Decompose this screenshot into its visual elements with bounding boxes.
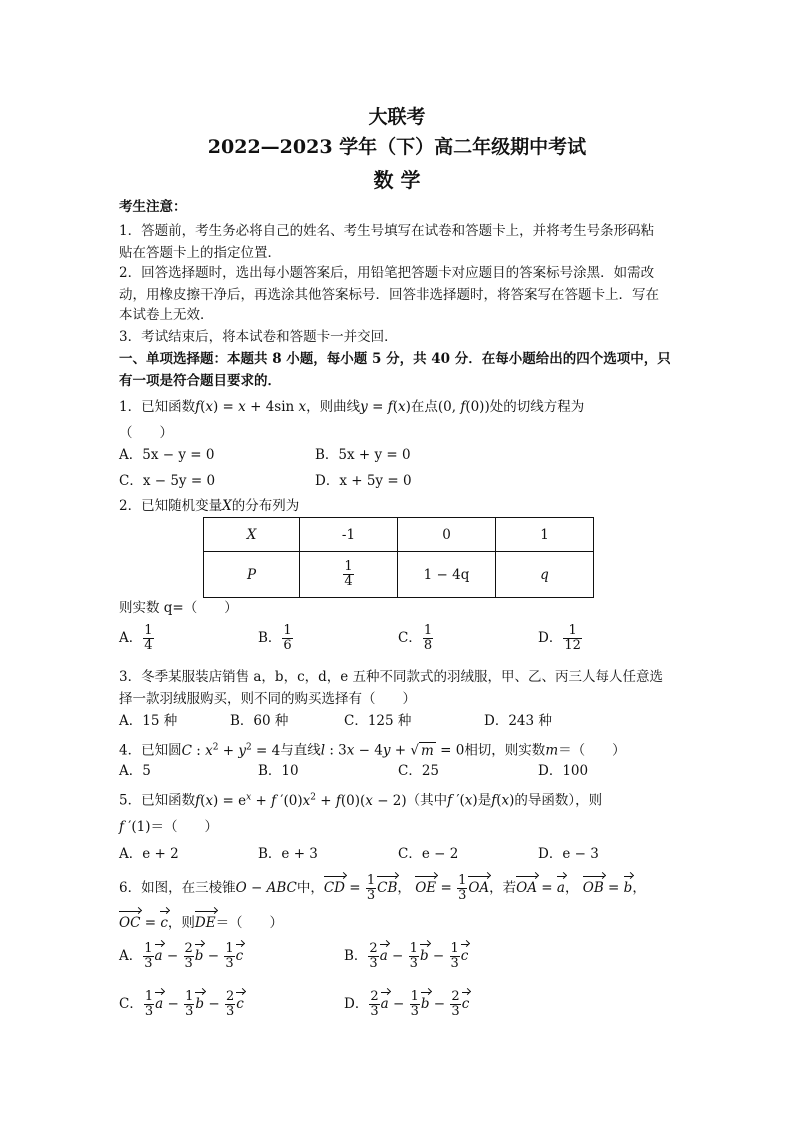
q3-option-d[interactable]: D．243 种 — [484, 713, 552, 729]
q2-option-a[interactable]: A． $\frac{1}{4}$ — [119, 623, 153, 653]
q5-option-d[interactable]: D．e − 3 — [538, 846, 599, 862]
q6-text-3: ，若 — [489, 880, 517, 896]
q5-text-5: ＝（ ） — [150, 819, 218, 835]
question-6-ask: OC = c，则DE＝（ ） — [119, 915, 284, 931]
q1-option-d[interactable]: D．x + 5y = 0 — [315, 473, 412, 489]
q1-option-a[interactable]: A．5x − y = 0 — [119, 447, 215, 463]
q6-option-a[interactable]: A． $\frac{1}{3}$ a − $\frac{2}{3}$ b − $\frac{1}{3}$ c — [119, 941, 244, 971]
question-3-line-2: 择一款羽绒服购买，则不同的购买选择有（ ） — [119, 691, 416, 707]
q4-option-c[interactable]: C．25 — [398, 763, 440, 779]
table-cell: P — [204, 552, 300, 598]
q1-text-3: 在点 — [410, 399, 438, 415]
q5-formula: $f(x) = e^x + f$ $'(0)x^2 + f(0)(x - 2)$ — [195, 792, 407, 809]
q6-vector-cd: CD = $\frac{1}{3}$ CB — [323, 873, 398, 903]
q2-option-c[interactable]: C． $\frac{1}{8}$ — [398, 623, 433, 653]
q6-option-b[interactable]: B． $\frac{2}{3}$ a − $\frac{1}{3}$ b − $\frac{1}{3}$ c — [344, 941, 469, 971]
q5-option-c[interactable]: C．e − 2 — [398, 846, 459, 862]
question-5-ask: f ′(1)＝（ ） — [119, 819, 218, 835]
q1-option-c[interactable]: C．x − 5y = 0 — [119, 473, 216, 489]
q5-text-3: 是 — [477, 792, 492, 809]
notice-item-2-line-1: 2．回答选择题时，选出每小题答案后，用铅笔把答题卡对应题目的答案标号涂黑．如需改 — [119, 265, 655, 281]
notice-item-2-line-2: 动，用橡皮擦干净后，再选涂其他答案标号．回答非选择题时，将答案写在答题卡上．写在 — [119, 287, 659, 303]
q4-option-b[interactable]: B．10 — [258, 763, 299, 779]
q4-formula-circle: C : $x^2 + y^2 = 4$ — [181, 742, 281, 759]
q1-formula-curve: y = f(x) — [360, 399, 411, 415]
q2-option-d[interactable]: D． $\frac{1}{12}$ — [538, 623, 581, 653]
q2-stem-prefix: 2．已知随机变量 — [119, 498, 223, 514]
q6-text-5: ＝（ ） — [215, 915, 284, 931]
table-row — [204, 518, 594, 552]
q2-stem-suffix: 的分布列为 — [231, 498, 300, 514]
q1-option-b[interactable]: B．5x + y = 0 — [315, 447, 411, 463]
table-cell: -1 — [300, 518, 398, 552]
q5-text-1: 5．已知函数 — [119, 792, 196, 809]
question-5-stem: 5．已知函数$f(x) = e^x + f$ $'(0)x^2 + f(0)(x - 2)$（其中f ′(x)是f(x)的导函数），则 — [119, 792, 603, 809]
question-4-stem: 4．已知圆C : $x^2 + y^2 = 4$与直线l : 3x − 4y + √ m = 0相切，则实数m＝（ ） — [119, 742, 626, 759]
question-2-ask: 则实数 q=（ ） — [119, 600, 238, 616]
subject-title: 数 学 — [373, 168, 421, 192]
question-2-stem — [119, 497, 299, 515]
q5-text-2: （其中 — [406, 792, 448, 809]
q6-vector-defs: OA = a， OB = b， — [516, 880, 646, 896]
q3-option-c[interactable]: C．125 种 — [344, 713, 412, 729]
q4-option-d[interactable]: D．100 — [538, 763, 589, 779]
section-heading-line-1: 一、单项选择题：本题共 8 小题，每小题 5 分，共 40 分．在每小题给出的四个选项中，只 — [119, 351, 671, 367]
q6-text-4: ，则 — [167, 915, 195, 931]
table-cell: 0 — [398, 518, 496, 552]
notice-item-2-line-3: 本试卷上无效． — [119, 307, 214, 323]
notice-item-3: 3．考试结束后，将本试卷和答题卡一并交回． — [119, 329, 398, 345]
q1-text-4: 处的切线方程为 — [489, 399, 585, 415]
q1-text-1: 已知函数 — [141, 399, 196, 415]
q2-stem-var: X — [222, 498, 232, 514]
q1-formula-f: f(x) = x + 4sin x — [195, 399, 307, 415]
table-cell: q — [496, 552, 594, 598]
notice-item-1-line-1: 1．答题前，考生务必将自己的姓名、考生号填写在试卷和答题卡上，并将考生号条形码粘 — [119, 223, 655, 239]
org-title: 大联考 — [368, 106, 426, 128]
table-row — [204, 552, 594, 598]
q6-option-c[interactable]: C． $\frac{1}{3}$ a − $\frac{1}{3}$ b − $\frac{2}{3}$ c — [119, 989, 244, 1019]
distribution-table — [203, 517, 594, 598]
q2-option-b[interactable]: B． $\frac{1}{6}$ — [258, 623, 292, 653]
q6-option-d[interactable]: D． $\frac{2}{3}$ a − $\frac{1}{3}$ b − $\frac{2}{3}$ c — [344, 989, 470, 1019]
table-cell: 1 − 4q — [398, 552, 496, 598]
exam-title: 2022—2023 学年（下）高二年级期中考试 — [207, 136, 587, 158]
table-cell: X — [204, 518, 300, 552]
q1-number: 1． — [119, 399, 142, 415]
q4-text-4: ＝（ ） — [558, 742, 626, 759]
question-6-stem: 6．如图，在三棱锥O − ABC中，CD = $\frac{1}{3}$ CB， OE = $\frac{1}{3}$ OA，若OA = a， OB = b， — [119, 873, 646, 903]
notice-title: 考生注意： — [119, 199, 187, 215]
q6-text-1: 6．如图，在三棱锥 — [119, 880, 236, 896]
question-1-stem — [119, 398, 584, 416]
section-heading-line-2: 有一项是符合题目要求的． — [119, 373, 281, 389]
q5-text-4: 的导函数），则 — [514, 792, 603, 809]
q3-option-b[interactable]: B．60 种 — [230, 713, 289, 729]
table-cell: $\frac{1}{4}$ — [300, 552, 398, 598]
q6-vector-oe: OE = $\frac{1}{3}$ OA — [415, 873, 490, 903]
q3-option-a[interactable]: A．15 种 — [119, 713, 178, 729]
q4-text-1: 4．已知圆 — [119, 742, 182, 759]
table-cell: 1 — [496, 518, 594, 552]
q5-option-b[interactable]: B．e + 3 — [258, 846, 318, 862]
question-1-blank: （ ） — [119, 425, 173, 441]
q1-text-2: ，则曲线 — [306, 399, 361, 415]
q4-text-2: 与直线 — [280, 742, 321, 759]
q4-text-3: 相切，则实数 — [464, 742, 546, 759]
notice-item-1-line-2: 贴在答题卡上的指定位置． — [119, 245, 281, 261]
q4-formula-line: l : 3x − 4y + √ m = 0 — [320, 742, 465, 759]
q5-option-a[interactable]: A．e + 2 — [119, 846, 179, 862]
q6-text-2: 中， — [296, 880, 324, 896]
question-3-line-1: 3．冬季某服装店销售 a，b，c，d，e 五种不同款式的羽绒服，甲、乙、丙三人每人任意选 — [119, 669, 664, 685]
q1-formula-point: (0, f(0)) — [437, 399, 490, 415]
q4-option-a[interactable]: A．5 — [119, 763, 151, 779]
